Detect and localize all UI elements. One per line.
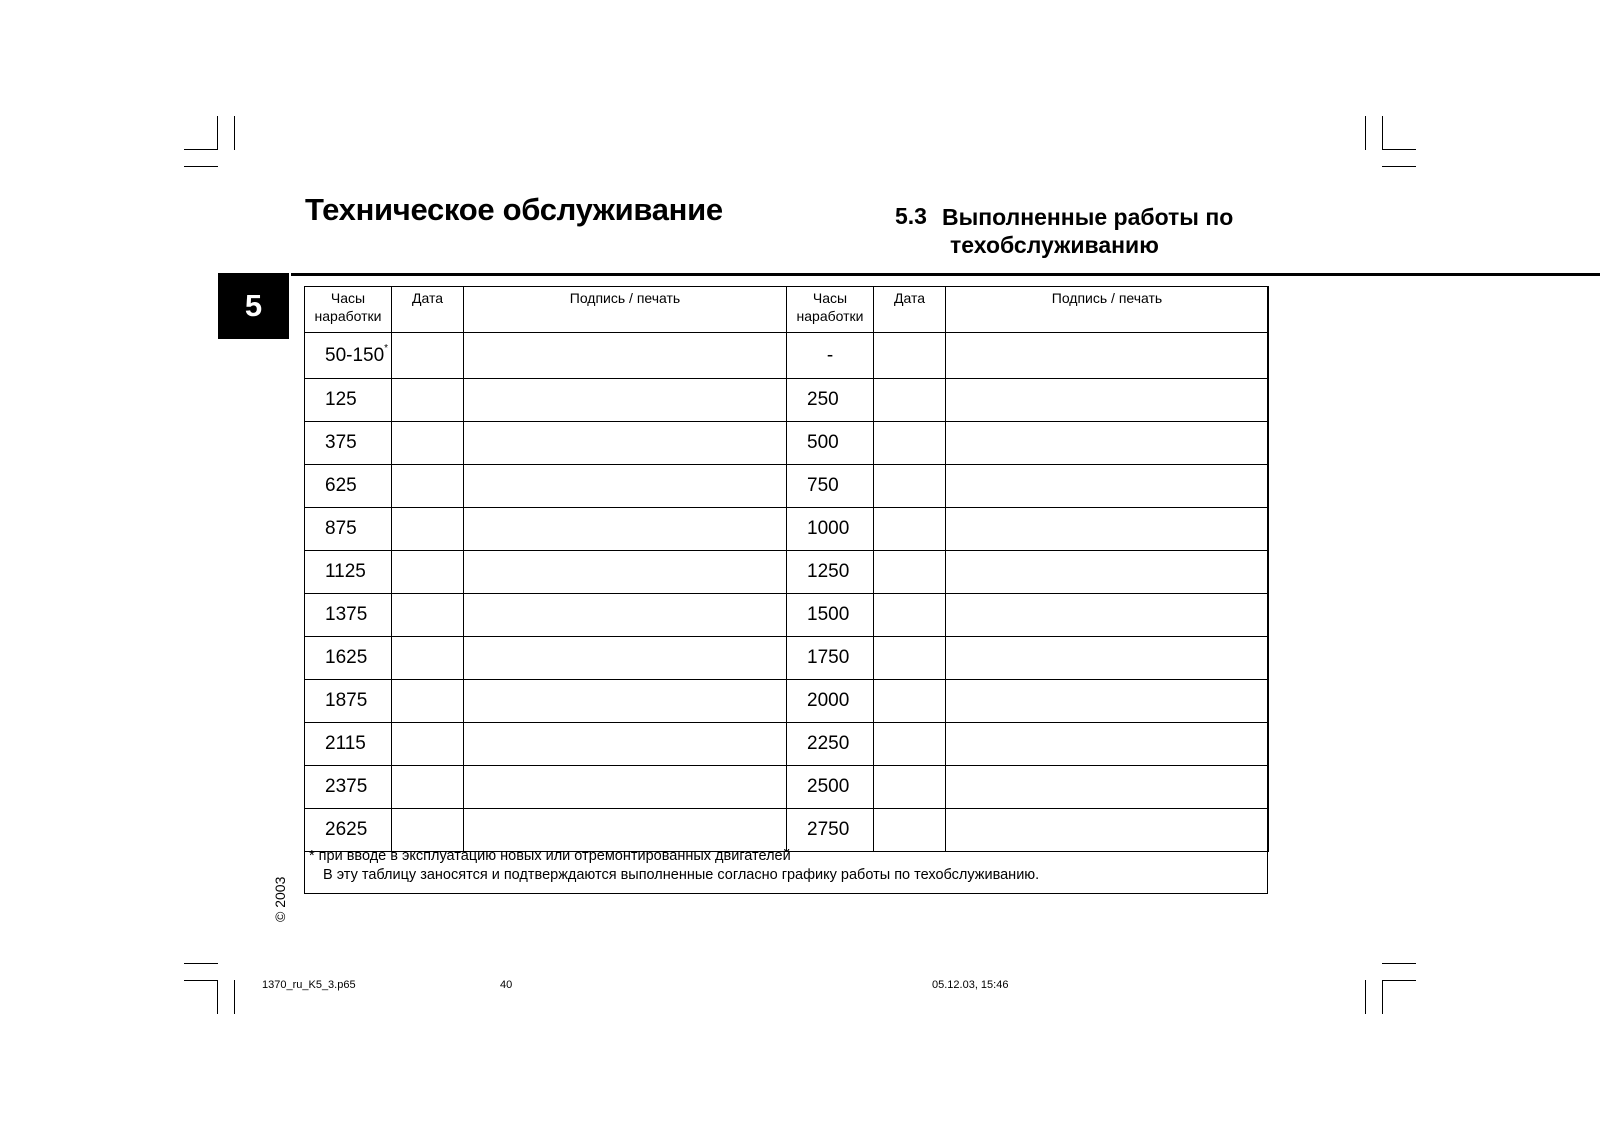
crop-mark [184,963,218,964]
signature-cell-left [464,508,787,551]
date-cell-right [874,637,946,680]
hours-value: 500 [807,432,839,453]
hours-value: 1125 [325,561,366,582]
crop-mark [1382,980,1416,981]
hours-cell-left [305,333,392,379]
date-cell-left [392,809,464,852]
date-cell-right [874,680,946,723]
chapter-title: Техническое обслуживание [305,192,723,227]
signature-cell-right [946,333,1269,379]
signature-cell-right [946,379,1269,422]
print-datetime: 05.12.03, 15:46 [932,979,1009,991]
date-cell-right [874,422,946,465]
hours-value: 125 [325,389,357,410]
date-cell-right [874,379,946,422]
date-cell-left [392,594,464,637]
hours-value: 2375 [325,776,368,797]
signature-cell-right [946,594,1269,637]
crop-mark [184,980,218,981]
hours-cell-right [787,551,874,594]
crop-mark [1382,116,1383,150]
footnote-line2: В эту таблицу заносятся и подтверждаются выполненные согласно графику работы по техобслуживанию. [323,867,1040,883]
header-hours [787,287,874,333]
hours-cell-right [787,723,874,766]
hours-cell-left [305,680,392,723]
footnote-mark: * [384,342,389,354]
signature-cell-right [946,508,1269,551]
date-cell-left [392,508,464,551]
header-hours-line1: Часы [812,290,848,306]
header-date: Дата [874,287,946,333]
date-cell-left [392,766,464,809]
date-cell-right [874,723,946,766]
hours-value: 2500 [807,776,850,797]
crop-mark [1382,980,1383,1014]
section-title-line2: техобслуживанию [950,232,1159,258]
table-row [305,680,1269,723]
date-cell-left [392,465,464,508]
hours-value: 50-150 [325,344,385,366]
hours-cell-left [305,594,392,637]
crop-mark [217,116,218,150]
hours-cell-left [305,766,392,809]
date-cell-right [874,809,946,852]
hours-cell-right [787,766,874,809]
crop-mark [184,149,218,150]
table-row [305,766,1269,809]
hours-value: 2250 [807,733,850,754]
table-row [305,333,1269,379]
signature-cell-left [464,680,787,723]
date-cell-right [874,766,946,809]
header-hours [305,287,392,333]
signature-cell-right [946,551,1269,594]
table-footnote [309,847,1039,885]
signature-cell-left [464,379,787,422]
signature-cell-right [946,422,1269,465]
section-title [942,203,1233,259]
table-row [305,723,1269,766]
crop-mark [217,980,218,1014]
date-cell-right [874,333,946,379]
hours-cell-left [305,422,392,465]
hours-cell-right [787,680,874,723]
hours-value: 250 [807,389,839,410]
signature-cell-left [464,422,787,465]
signature-cell-right [946,809,1269,852]
hours-cell-left [305,465,392,508]
print-file-name: 1370_ru_K5_3.p65 [262,979,356,991]
hours-value: 750 [807,475,839,496]
hours-value: 1750 [807,647,850,668]
crop-mark [1365,980,1366,1014]
signature-cell-left [464,723,787,766]
date-cell-right [874,551,946,594]
hours-value: 1875 [325,690,368,711]
hours-cell-right [787,422,874,465]
crop-mark [184,166,218,167]
signature-cell-right [946,723,1269,766]
hours-value: 1000 [807,518,850,539]
hours-cell-right [787,333,874,379]
crop-mark [1365,116,1366,150]
crop-mark [1382,963,1416,964]
hours-value: 1375 [325,604,368,625]
footnote-line1: * при вводе в эксплуатацию новых или отремонтированных двигателей [309,848,791,864]
table-row [305,465,1269,508]
copyright: © 2003 [272,876,288,922]
date-cell-left [392,379,464,422]
table-row [305,594,1269,637]
hours-cell-left [305,551,392,594]
hours-cell-left [305,508,392,551]
hours-value: 1625 [325,647,368,668]
hours-cell-right [787,379,874,422]
hours-cell-right [787,508,874,551]
header-signature: Подпись / печать [946,287,1269,333]
table-row [305,422,1269,465]
signature-cell-left [464,809,787,852]
crop-mark [1382,166,1416,167]
signature-cell-left [464,766,787,809]
hours-value: 1500 [807,604,850,625]
crop-mark [1382,149,1416,150]
hours-cell-right [787,465,874,508]
print-page-number: 40 [500,979,513,991]
maintenance-log-table [304,286,1268,894]
hours-cell-left [305,809,392,852]
signature-cell-right [946,465,1269,508]
hours-value: 875 [325,518,357,539]
hours-value: 2000 [807,690,850,711]
date-cell-left [392,333,464,379]
date-cell-right [874,465,946,508]
hours-value: 375 [325,432,357,453]
table-row [305,637,1269,680]
crop-mark [234,980,235,1014]
signature-cell-left [464,333,787,379]
date-cell-right [874,508,946,551]
signature-cell-left [464,465,787,508]
hours-value: 2115 [325,733,366,754]
hours-cell-right [787,594,874,637]
header-hours-line1: Часы [330,290,366,306]
signature-cell-left [464,594,787,637]
header-signature: Подпись / печать [464,287,787,333]
header-date: Дата [392,287,464,333]
signature-cell-left [464,551,787,594]
signature-cell-right [946,766,1269,809]
section-number: 5.3 [895,203,927,229]
date-cell-left [392,723,464,766]
hours-value: 2625 [325,819,368,840]
hours-value: 625 [325,475,357,496]
signature-cell-left [464,637,787,680]
header-hours-line2: наработки [314,308,382,324]
table-row [305,551,1269,594]
section-title-line1: Выполненные работы по [942,204,1234,230]
date-cell-left [392,680,464,723]
hours-cell-right [787,637,874,680]
hours-cell-left [305,379,392,422]
table-row [305,809,1269,852]
chapter-tab: 5 [218,273,289,339]
hours-cell-left [305,637,392,680]
header-hours-line2: наработки [796,308,864,324]
date-cell-left [392,422,464,465]
table-row [305,379,1269,422]
table-row [305,508,1269,551]
hours-cell-right [787,809,874,852]
signature-cell-right [946,637,1269,680]
signature-cell-right [946,680,1269,723]
hours-value: - [826,344,834,366]
hours-cell-left [305,723,392,766]
table-header-row [305,287,1269,333]
hours-value: 2750 [807,819,850,840]
date-cell-left [392,551,464,594]
hours-value: 1250 [807,561,850,582]
header-rule [291,273,1600,276]
date-cell-right [874,594,946,637]
crop-mark [234,116,235,150]
date-cell-left [392,637,464,680]
